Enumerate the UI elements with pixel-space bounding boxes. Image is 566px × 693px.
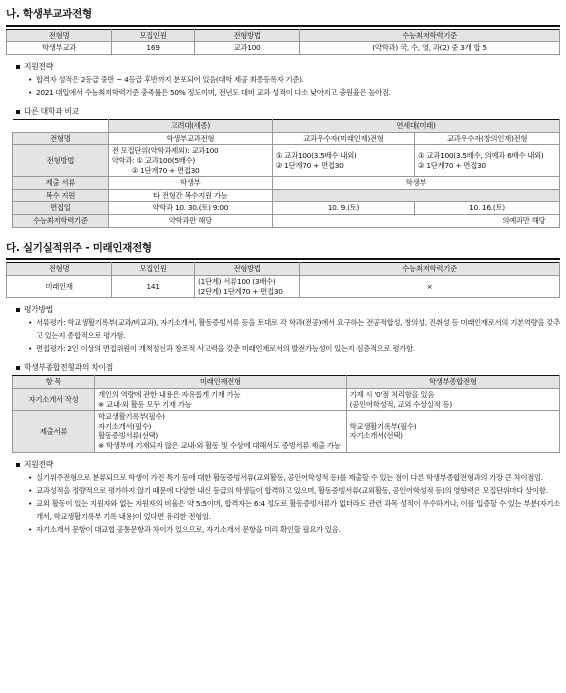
diff-row2-label: 제출서류	[13, 411, 95, 453]
da-eval-list	[28, 317, 560, 356]
na-strategy-list	[28, 74, 560, 100]
diff-row1-col2: 기재 시 '0'점 처리함을 있음 (공인어학성적, 교외 수상실적 등)	[346, 388, 559, 410]
compare-col1-name: 학생부교과전형	[108, 132, 272, 145]
compare-corner	[13, 120, 109, 133]
na-header-minimum: 수능최저학력기준	[300, 29, 560, 42]
list-item: • 실기위주전형으로 분류되므로 학생이 가진 특기 등에 대한 활동증빙서류(교외활동, 공인어학성적 등)를 제출할 수 있는 점이 다른 학생부종합전형과의 가장 큰 차이점임.	[28, 472, 560, 485]
da-cell-minimum: ×	[300, 275, 560, 297]
diff-header-col2: 학생부종합전형	[346, 376, 559, 389]
compare-col1-min: 약학과만 해당	[108, 215, 272, 228]
na-cell-name: 학생부교과	[7, 42, 112, 55]
na-strategy-heading: 지원전략	[16, 62, 560, 72]
list-item: • 면접평가: 2인 이상의 면접위원이 개척정신과 창조적 사고력을 갖춘 미래인재로서의 발전가능성이 있는지 심층적으로 평가함.	[28, 343, 560, 356]
na-table	[6, 29, 560, 55]
compare-col23-multi	[272, 189, 559, 202]
square-bullet-icon	[16, 366, 20, 370]
na-cell-minimum: (약학과) 국, 수, 영, 과(2) 중 3개 합 5	[300, 42, 560, 55]
da-header-method: 전형방법	[195, 263, 300, 276]
compare-col23-min: 의예과만 해당	[272, 215, 559, 228]
compare-col2-interview: 10. 9.(토)	[272, 202, 414, 215]
list-item: • 합격자 성적은 2등급 중반 ~ 4등급 후반까지 분포되어 있음(대학 제공 최종등록자 기준).	[28, 74, 560, 87]
na-header-name: 전형명	[7, 29, 112, 42]
diff-header-item: 항 목	[13, 376, 95, 389]
compare-row-multi-label: 복수 지원	[13, 189, 109, 202]
diff-row2-col1: 학교생활기록부(필수) 자기소개서(필수) 활동증빙서류(선택) ※ 학생부에 기재되지 않은 교내·외 활동 및 수상에 대해서도 증빙서류 제출 가능	[95, 411, 347, 453]
compare-col1-interview: 약학과 10. 30.(토) 9:00	[108, 202, 272, 215]
da-header-minimum: 수능최저학력기준	[300, 263, 560, 276]
compare-row-min-label: 수능최저학력기준	[13, 215, 109, 228]
compare-row-docs-label: 제출 서류	[13, 177, 109, 190]
compare-row-method-label: 전형방법	[13, 145, 109, 177]
diff-row1-col1: 개인의 역량에 관한 내용은 자유롭게 기재 가능 ※ 교내·외 활동 모두 기재 가능	[95, 388, 347, 410]
compare-row-name-label: 전형명	[13, 132, 109, 145]
square-bullet-icon	[16, 463, 20, 467]
da-diff-heading: 학생부종합전형과의 차이점	[16, 363, 560, 373]
na-header-count: 모집인원	[112, 29, 195, 42]
list-item: • 서류평가: 학교생활기록부(교과/비교과), 자기소개서, 활동증빙서류 등을 토대로 각 학과(전공)에서 요구하는 전공적합성, 창의성, 진취성 등 미래인재로서의 기본역량을 갖추고 있는지 종합적으로 평가함.	[28, 317, 560, 343]
section-title-na: 나. 학생부교과전형	[6, 6, 560, 27]
da-cell-method: (1단계) 서류100 (3배수) (2단계) 1단계70 + 면접30	[195, 275, 300, 297]
diff-table	[12, 375, 560, 452]
compare-col1-docs: 학생부	[108, 177, 272, 190]
square-bullet-icon	[16, 308, 20, 312]
compare-col2-method: ① 교과100(3.5배수 내외) ② 1단계70 + 면접30	[272, 145, 414, 177]
na-compare-heading: 다른 대학과 비교	[16, 107, 560, 117]
na-header-method: 전형방법	[195, 29, 300, 42]
da-strategy-heading: 지원전략	[16, 460, 560, 470]
diff-row1-label: 자기소개서 작성	[13, 388, 95, 410]
list-item: • 교과성적을 정량적으로 평가하지 않기 때문에 다양한 내신 등급의 학생들이 합격하고 있으며, 활동증빙서류(교외활동, 공인어학성적 등)의 영향력은 모집단위마다 상이함.	[28, 485, 560, 498]
compare-col1-method: 전 모집단위(약학과제외): 교과100 약학과: ① 교과100(5배수) ② 1단계70 + 면접30	[108, 145, 272, 177]
compare-col3-interview: 10. 16.(토)	[415, 202, 560, 215]
list-item: • 2021 대입에서 수능최저학력기준 충족률은 50% 정도이며, 전년도 대비 교과 성적이 다소 낮아지고 충원율은 높아짐.	[28, 87, 560, 100]
na-cell-count: 169	[112, 42, 195, 55]
compare-univ1: 고려대(세종)	[108, 120, 272, 133]
section-title-da: 다. 실기실적위주 - 미래인재전형	[6, 240, 560, 261]
list-item: • 교외 활동이 있는 지원자와 없는 지원자의 비율은 약 5:5이며, 합격자는 6:4 정도로 활동증빙서류가 없더라도 관련 과목 성적이 우수하거나, 이를 입증할 수 있는 부분(자기소개서, 학교생활기록부 기록 내용)이 있다면 유리한 전형임.	[28, 498, 560, 524]
da-table	[6, 262, 560, 298]
compare-col1-multi: 타 전형간 복수지원 가능	[108, 189, 272, 202]
compare-col2-name: 교과우수자(미래인재)전형	[272, 132, 414, 145]
da-cell-name: 미래인재	[7, 275, 112, 297]
da-header-count: 모집인원	[112, 263, 195, 276]
square-bullet-icon	[16, 110, 20, 114]
da-header-name: 전형명	[7, 263, 112, 276]
square-bullet-icon	[16, 65, 20, 69]
compare-table	[12, 119, 560, 228]
diff-row2-col2: 학교생활기록부(필수) 자기소개서(선택)	[346, 411, 559, 453]
list-item: • 자기소개서 문항이 대교협 공통문항과 차이가 있으므로, 자기소개서 문항을 미리 확인할 필요가 있음.	[28, 524, 560, 537]
compare-row-interview-label: 면접일	[13, 202, 109, 215]
da-strategy-list	[28, 472, 560, 537]
da-cell-count: 141	[112, 275, 195, 297]
compare-col23-docs: 학생부	[272, 177, 559, 190]
compare-col3-method: ① 교과100(3.5배수, 의예과 6배수 내외) ② 1단계70 + 면접30	[415, 145, 560, 177]
da-eval-heading: 평가방법	[16, 305, 560, 315]
compare-col3-name: 교과우수자(창의인재)전형	[415, 132, 560, 145]
diff-header-col1: 미래인재전형	[95, 376, 347, 389]
compare-univ2: 연세대(미래)	[272, 120, 559, 133]
na-cell-method: 교과100	[195, 42, 300, 55]
